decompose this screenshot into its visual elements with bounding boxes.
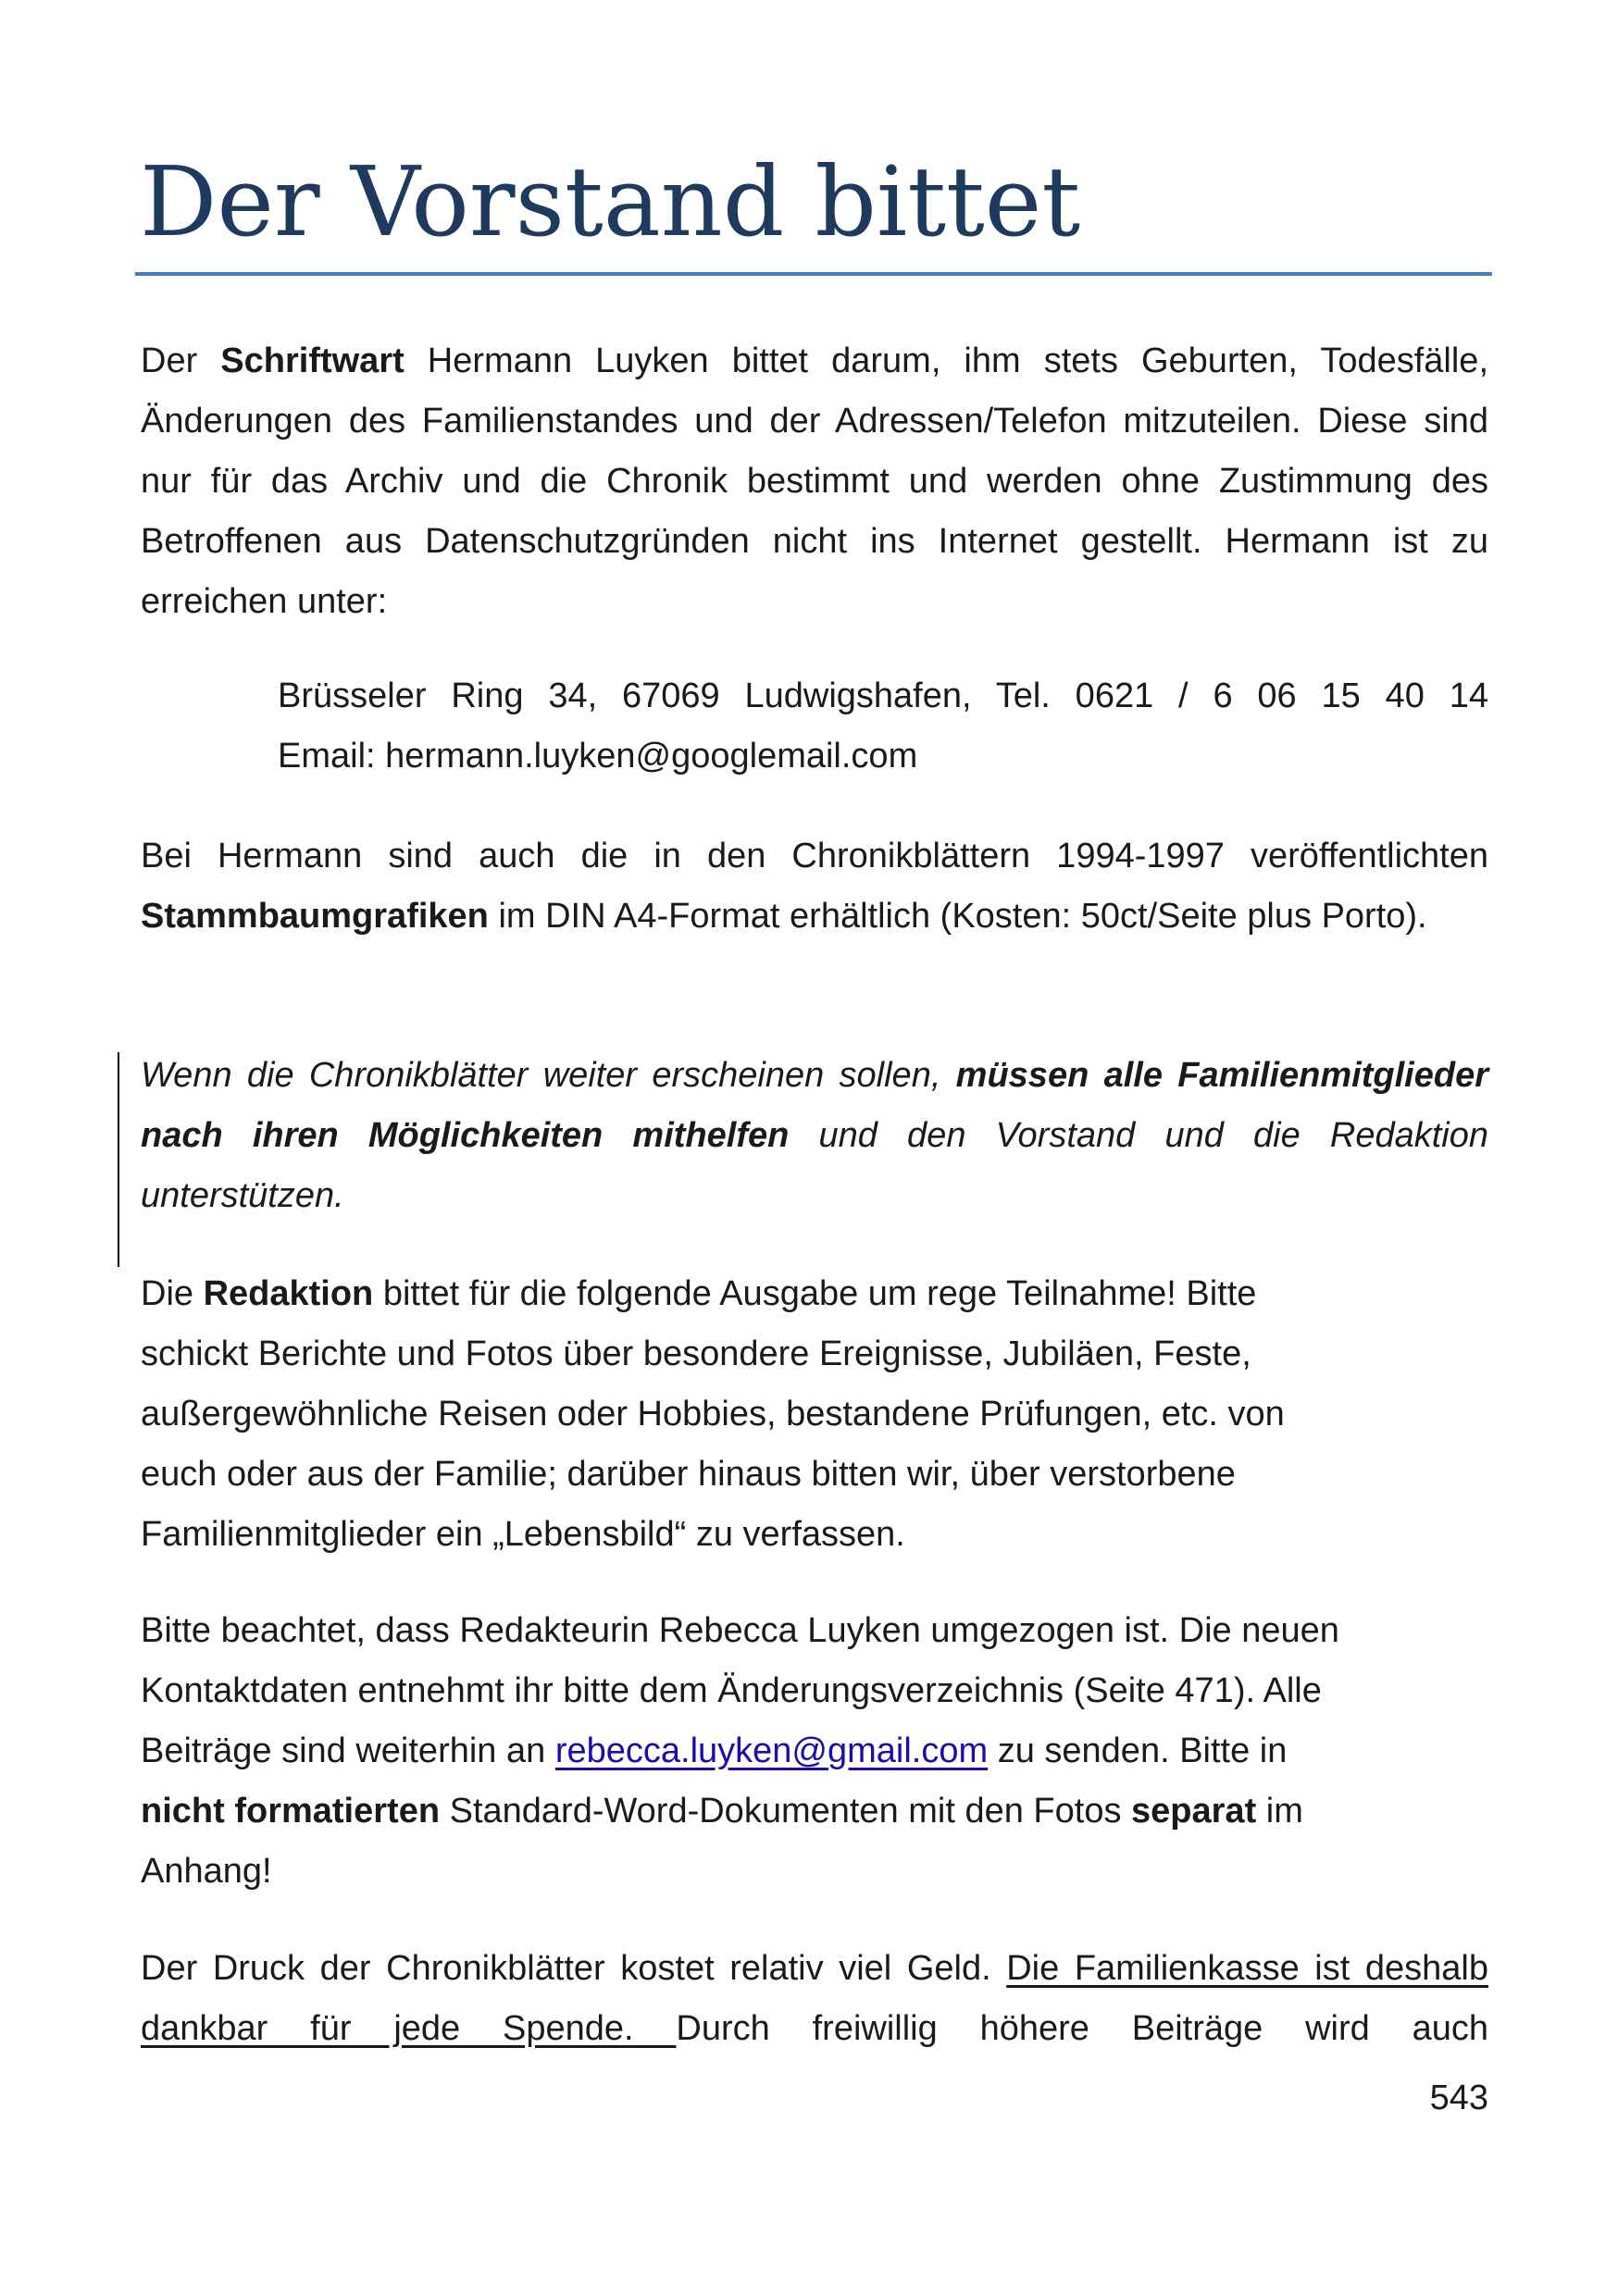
bold-term-schriftwart: Schriftwart bbox=[220, 341, 404, 380]
address-line: Brüsseler Ring 34, 67069 Ludwigshafen, Tel. 0621 / 6 06 15 40 14 bbox=[278, 676, 1488, 715]
text-run: Bei Hermann sind auch die in den Chronikblättern 1994-1997 veröffentlichten bbox=[141, 837, 1488, 875]
page-number: 543 bbox=[1429, 2079, 1488, 2117]
title-underline-rule bbox=[135, 272, 1492, 276]
email-link-rebecca[interactable]: rebecca.luyken@gmail.com bbox=[554, 1731, 989, 1770]
paragraph-stammbaumgrafiken bbox=[141, 826, 1488, 947]
text-line: schickt Berichte und Fotos über besondere Ereignisse, Jubiläen, Feste, bbox=[141, 1334, 1251, 1373]
text-line: Kontaktdaten entnehmt ihr bitte dem Änderungsverzeichnis (Seite 471). Alle bbox=[141, 1671, 1322, 1710]
text-line: Beiträge sind weiterhin an rebecca.luyken@gmail.com zu senden. Bitte in bbox=[141, 1731, 1288, 1770]
paragraph-contact-redaktion bbox=[141, 1601, 1488, 1902]
paragraph-schriftwart bbox=[141, 331, 1488, 632]
text-line: Anhang! bbox=[141, 1852, 272, 1891]
text-run: und den Vorstand und die Redaktion unterstützen. bbox=[141, 1116, 1488, 1215]
bold-appeal: müssen alle Familienmitglieder nach ihren Möglichkeiten mithelfen bbox=[141, 1056, 1488, 1155]
bold-separat: separat bbox=[1131, 1792, 1257, 1831]
text-line: außergewöhnliche Reisen oder Hobbies, bestandene Prüfungen, etc. von bbox=[141, 1395, 1285, 1433]
text-run: Durch freiwillig höhere Beiträge wird auch bbox=[676, 2009, 1488, 2048]
text-line: Familienmitglieder ein „Lebensbild“ zu verfassen. bbox=[141, 1515, 905, 1554]
paragraph-appeal bbox=[141, 1046, 1488, 1226]
underlined-spende-note: Die Familienkasse ist deshalb dankbar für jede Spende. bbox=[141, 1949, 1488, 2048]
text-line: Die Redaktion bittet für die folgende Ausgabe um rege Teilnahme! Bitte bbox=[141, 1274, 1257, 1313]
text-run: Hermann Luyken bittet darum, ihm stets Geburten, Todesfälle, Änderungen des Familienstandes und der Adressen/Telefon mitzuteilen. Diese sind nur für das Archiv und die Chronik bestimmt und werden ohne Zustimmung des Betroffenen aus Datenschutzgründen nicht ins Internet gestellt. Hermann ist zu erreichen unter: bbox=[141, 341, 1489, 621]
revision-change-bar bbox=[118, 1052, 119, 1267]
text-run: Der bbox=[141, 341, 221, 380]
text-line: nicht formatierten Standard-Word-Dokumenten mit den Fotos separat im bbox=[141, 1792, 1303, 1831]
text-run: Der Druck der Chronikblätter kostet relativ viel Geld. bbox=[141, 1949, 1007, 1988]
email-line: Email: hermann.luyken@googlemail.com bbox=[278, 737, 918, 776]
text-run: im DIN A4-Format erhältlich (Kosten: 50ct/Seite plus Porto). bbox=[488, 897, 1427, 936]
text-line: Bitte beachtet, dass Redakteurin Rebecca Luyken umgezogen ist. Die neuen bbox=[141, 1611, 1339, 1650]
bold-term-stammbaumgrafiken: Stammbaumgrafiken bbox=[141, 897, 489, 936]
text-run: Wenn die Chronikblätter weiter erscheinen sollen, bbox=[141, 1056, 956, 1095]
text-line: euch oder aus der Familie; darüber hinaus bitten wir, über verstorbene bbox=[141, 1455, 1236, 1494]
bold-nicht-formatierten: nicht formatierten bbox=[141, 1792, 441, 1831]
paragraph-spende bbox=[141, 1939, 1488, 2059]
paragraph-redaktion bbox=[141, 1264, 1488, 1565]
address-block bbox=[278, 666, 1488, 787]
bold-term-redaktion: Redaktion bbox=[203, 1274, 374, 1313]
page-title: Der Vorstand bittet bbox=[140, 145, 1081, 258]
